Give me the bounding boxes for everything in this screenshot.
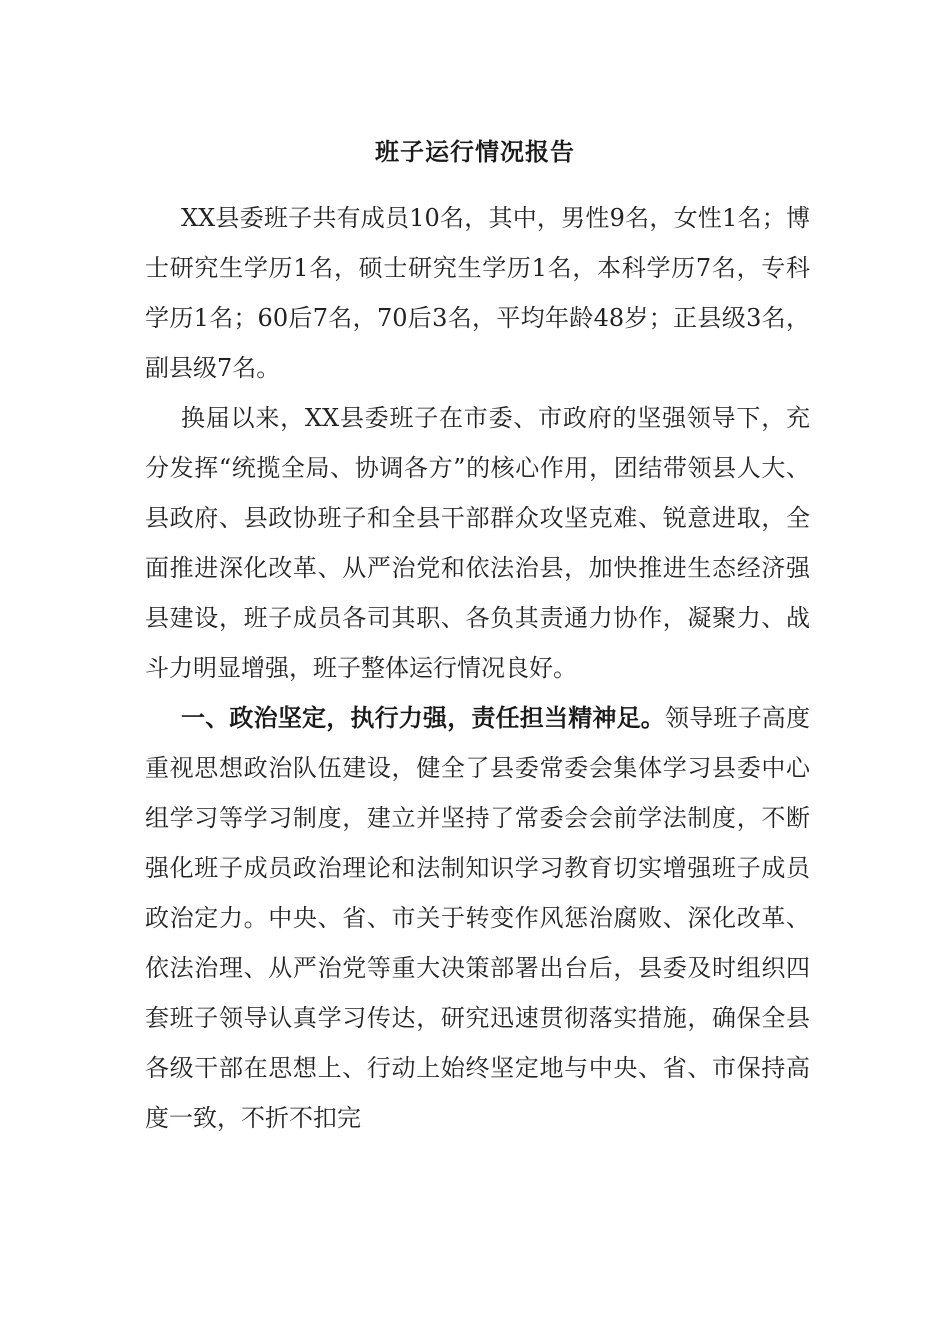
document-title: 班子运行情况报告: [375, 138, 575, 166]
paragraph-member-composition: [145, 193, 810, 393]
paragraph-section-one: [145, 693, 810, 1143]
paragraph-text: XX县委班子共有成员10名，其中，男性9名，女性1名；博士研究生学历1名，硕士研究生学历1名，本科学历7名，专科学历1名；60后7名，70后3名，平均年龄48岁；正县级3名，副县级7名。: [145, 204, 810, 382]
paragraph-overview: [145, 393, 810, 693]
paragraph-text: 领导班子高度重视思想政治队伍建设，健全了县委常委会集体学习县委中心组学习等学习制度，建立并坚持了常委会会前学法制度，不断强化班子成员政治理论和法制知识学习教育切实增强班子成员政治定力。中央、省、市关于转变作风惩治腐败、深化改革、依法治理、从严治党等重大决策部署出台后，县委及时组织四套班子领导认真学习传达，研究迅速贯彻落实措施，确保全县各级干部在思想上、行动上始终坚定地与中央、省、市保持高度一致，不折不扣完: [145, 704, 810, 1132]
paragraph-text: 换届以来，XX县委班子在市委、市政府的坚强领导下，充分发挥“统揽全局、协调各方”的核心作用，团结带领县人大、县政府、县政协班子和全县干部群众攻坚克难、锐意进取，全面推进深化改革、从严治党和依法治县，加快推进生态经济强县建设，班子成员各司其职、各负其责通力协作，凝聚力、战斗力明显增强，班子整体运行情况良好。: [145, 404, 810, 682]
section-heading: 一、政治坚定，执行力强，责任担当精神足。: [181, 704, 665, 732]
document-body: [145, 193, 810, 1143]
